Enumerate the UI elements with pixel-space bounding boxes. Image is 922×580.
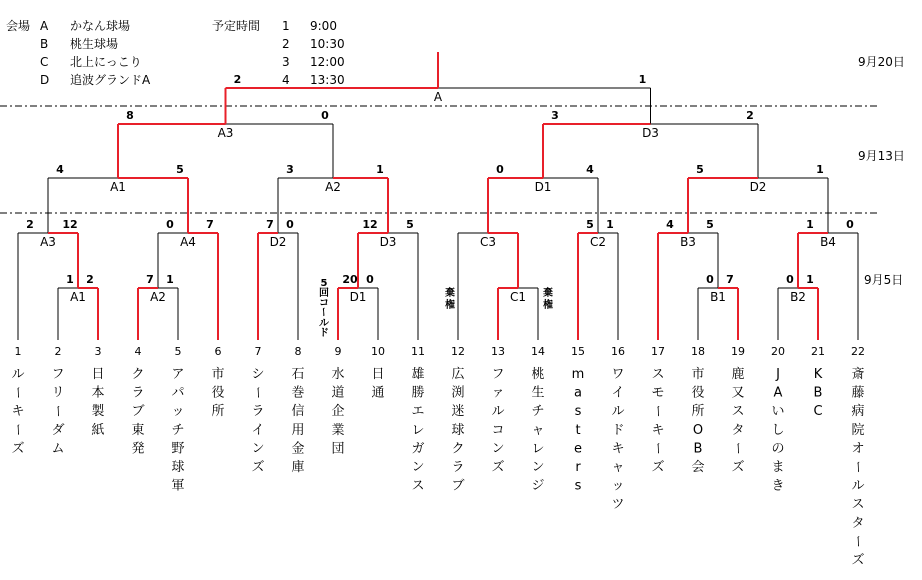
team-name — [171, 367, 184, 494]
date-label-first: 9月5日 — [864, 273, 904, 287]
team-name-char: ズ — [251, 460, 265, 475]
team-name-char: レ — [411, 422, 425, 438]
team-name — [451, 367, 464, 494]
team-name-char: シ — [251, 367, 265, 382]
score-left: 20 — [342, 273, 358, 286]
team-number: 8 — [294, 345, 302, 358]
team-name-char: t — [575, 422, 581, 438]
team-name-char: ズ — [651, 460, 665, 475]
team-name — [572, 367, 585, 494]
team-number: 20 — [771, 345, 785, 358]
team-name-char: 球 — [171, 460, 185, 475]
team-name-char: 日 — [91, 367, 105, 382]
match-label: C2 — [589, 235, 607, 249]
time-no: 4 — [282, 73, 290, 87]
team-name — [131, 367, 144, 456]
score-left: 4 — [666, 218, 674, 231]
team-name-char: ツ — [611, 497, 625, 513]
time-value: 12:00 — [310, 55, 345, 69]
team-name-char: 所 — [691, 404, 705, 420]
note-char: コ — [319, 298, 329, 309]
bracket-lines — [18, 88, 858, 340]
team-name-char: 軍 — [171, 478, 185, 494]
match-label: A — [433, 90, 443, 104]
note-char: 棄 — [445, 288, 455, 299]
match-label: D3 — [642, 126, 659, 140]
team-number: 17 — [651, 345, 665, 358]
team-name-char: s — [574, 478, 582, 494]
team-number: 6 — [214, 345, 222, 358]
team-name-char: s — [574, 404, 582, 420]
team-number: 4 — [134, 345, 142, 358]
team-name-char: ス — [411, 478, 425, 494]
team-number: 9 — [334, 345, 342, 358]
time-no: 1 — [282, 19, 290, 33]
score-right: 1 — [816, 163, 824, 176]
note-char: 5 — [320, 278, 328, 289]
match-label: D1 — [534, 180, 552, 194]
venue-name: 桃生球場 — [70, 37, 119, 51]
score-left: 0 — [496, 163, 504, 176]
team-name-char: 所 — [211, 404, 225, 420]
team-name-char: K — [813, 367, 823, 382]
team-name-char: ー — [650, 404, 665, 418]
team-name-char: イ — [251, 422, 265, 438]
match-label: C3 — [479, 235, 497, 249]
team-number: 21 — [811, 345, 825, 358]
match-label: D2 — [269, 235, 287, 249]
team-name-char: フ — [491, 367, 505, 382]
score-right: 5 — [706, 218, 714, 231]
team-name-char: ー — [850, 460, 865, 474]
score-right: 5 — [406, 218, 414, 231]
match-label: B3 — [680, 235, 696, 249]
team-name-char: ラ — [251, 404, 265, 420]
team-name-char: 発 — [131, 441, 145, 457]
score-right: 0 — [321, 109, 329, 122]
note-char: 権 — [543, 300, 553, 311]
team-number: 7 — [254, 345, 262, 358]
team-name-char: ジ — [531, 478, 545, 494]
team-name-char: 企 — [331, 404, 345, 420]
team-name-char: チ — [171, 422, 185, 438]
match-label: A4 — [180, 235, 196, 249]
team-number: 19 — [731, 345, 745, 358]
team-name-char: ル — [611, 404, 625, 420]
venue-legend — [6, 18, 151, 87]
team-name-char: 病 — [851, 404, 865, 420]
team-name-char: し — [771, 422, 785, 438]
team-name-char: キ — [611, 441, 625, 457]
team-name-char: ッ — [611, 478, 625, 494]
team-name — [813, 367, 822, 419]
team-name-char: ァ — [491, 385, 505, 401]
time-value: 9:00 — [310, 19, 337, 33]
team-name-char: ル — [851, 478, 865, 494]
date-label-semi: 9月13日 — [858, 149, 905, 163]
team-name-char: 役 — [691, 385, 705, 401]
venue-name: かなん球場 — [70, 19, 131, 33]
score-right: 1 — [806, 273, 814, 286]
time-legend — [212, 18, 345, 87]
team-name-char: 鹿 — [731, 367, 745, 382]
match-label: B4 — [820, 235, 836, 249]
team-name-char: 水 — [331, 367, 345, 382]
team-name-char: 金 — [291, 441, 305, 457]
team-number: 16 — [611, 345, 625, 358]
team-name-char: ズ — [731, 460, 745, 475]
team-name-char: ダ — [51, 422, 65, 438]
score-right: 2 — [746, 109, 754, 122]
date-label-final: 9月20日 — [858, 55, 905, 69]
team-name-char: 道 — [331, 385, 345, 401]
score-left: 2 — [26, 218, 34, 231]
team-name — [491, 367, 504, 475]
team-name — [291, 367, 304, 475]
team-number: 18 — [691, 345, 705, 358]
team-name-char: 石 — [291, 367, 305, 382]
team-name-char: 球 — [451, 422, 465, 438]
match-label: D3 — [379, 235, 397, 249]
team-name-char: 市 — [691, 367, 705, 382]
team-numbers — [15, 345, 866, 358]
match-label: B1 — [710, 290, 726, 304]
match-labels — [40, 90, 836, 304]
venue-code: D — [40, 73, 50, 87]
team-name — [371, 367, 384, 401]
match-label: A3 — [217, 126, 234, 140]
match-label: C1 — [509, 290, 527, 304]
match-label: A2 — [150, 290, 166, 304]
team-name-char: ー — [850, 534, 865, 548]
team-name-char: オ — [851, 441, 865, 457]
score-right: 5 — [176, 163, 184, 176]
team-name-char: ー — [730, 441, 745, 455]
team-number: 10 — [371, 345, 385, 358]
called-game-note — [317, 278, 330, 339]
team-name-char: き — [771, 478, 785, 494]
team-name — [531, 366, 544, 494]
team-name-char: 迷 — [451, 404, 465, 420]
team-number: 22 — [851, 345, 865, 358]
team-name-char: キ — [11, 404, 25, 420]
note-char: ド — [319, 328, 329, 339]
team-name-char: 斎 — [851, 367, 865, 382]
score-left: 4 — [56, 163, 64, 176]
team-name-char: ガ — [411, 441, 425, 457]
time-title: 予定時間 — [212, 19, 261, 33]
note-char: ル — [319, 318, 329, 329]
team-number: 5 — [174, 345, 182, 358]
match-label: A1 — [70, 290, 86, 304]
team-name-char: ス — [731, 404, 745, 420]
time-value: 10:30 — [310, 37, 345, 51]
score-left: 1 — [806, 218, 814, 231]
score-right: 1 — [166, 273, 174, 286]
team-name-char: ン — [251, 441, 265, 457]
team-name-char: チ — [531, 404, 545, 420]
team-name — [50, 367, 65, 456]
team-name-char: ズ — [11, 441, 25, 457]
match-label: D2 — [749, 180, 767, 194]
score-right: 4 — [586, 163, 594, 176]
team-name-char: B — [693, 441, 703, 457]
venue-code: C — [40, 55, 49, 69]
team-name-char: パ — [171, 385, 185, 401]
score-right: 12 — [62, 218, 78, 231]
team-name-char: m — [571, 367, 585, 382]
score-left: 2 — [233, 73, 242, 86]
team-name-char: 紙 — [91, 422, 105, 438]
team-name-char: ラ — [131, 385, 145, 401]
team-name-char: 広 — [451, 367, 465, 382]
team-name-char: 製 — [91, 404, 105, 420]
team-name-char: ー — [50, 404, 65, 418]
team-name-char: リ — [51, 385, 65, 401]
team-name — [771, 367, 784, 494]
team-name-char: ン — [411, 460, 425, 475]
team-names — [10, 366, 865, 568]
team-number: 13 — [491, 345, 505, 358]
score-left: 3 — [551, 109, 559, 122]
score-right: 1 — [638, 73, 647, 86]
time-no: 3 — [282, 55, 290, 69]
venue-name: 追波グランドA — [70, 73, 151, 87]
team-name-char: ャ — [611, 460, 625, 475]
team-name-char: ル — [491, 404, 505, 420]
match-scores — [26, 73, 854, 286]
team-number: 12 — [451, 345, 465, 358]
team-name-char: ー — [650, 441, 665, 455]
team-name-char: ラ — [451, 460, 465, 475]
note-char: 回 — [319, 288, 329, 299]
score-left: 5 — [586, 218, 594, 231]
score-left: 8 — [126, 109, 134, 122]
team-name — [611, 367, 624, 512]
team-name-char: C — [813, 404, 823, 420]
team-name-char: e — [574, 441, 582, 457]
team-name-char: ー — [10, 423, 25, 437]
team-number: 1 — [14, 345, 22, 358]
team-name-char: B — [813, 385, 823, 401]
team-name-char: ン — [491, 441, 505, 457]
team-number: 2 — [54, 345, 62, 358]
team-name-char: 雄 — [411, 367, 425, 382]
team-name-char: 通 — [371, 385, 385, 401]
team-name-char: A — [773, 385, 783, 401]
team-name-char: ー — [250, 386, 265, 400]
note-char: 権 — [445, 300, 455, 311]
score-right: 1 — [376, 163, 384, 176]
team-name-char: 桃 — [531, 367, 545, 382]
team-name-char: 院 — [851, 422, 865, 438]
team-name-char: ブ — [451, 478, 465, 494]
team-name-char: 会 — [691, 460, 705, 475]
team-name — [650, 367, 665, 475]
team-name-char: ド — [611, 422, 625, 438]
team-number: 14 — [531, 345, 545, 358]
score-right: 7 — [206, 218, 214, 231]
team-name — [691, 367, 704, 475]
score-right: 0 — [366, 273, 374, 286]
note-char: 棄 — [543, 288, 553, 299]
team-name-char: ズ — [491, 460, 505, 475]
team-name-char: ル — [11, 367, 25, 382]
score-left: 3 — [286, 163, 294, 176]
team-name-char: タ — [731, 422, 745, 438]
team-name-char: 又 — [731, 385, 745, 401]
team-name-char: ス — [851, 497, 865, 513]
team-name-char: ッ — [171, 404, 185, 420]
team-name-char: キ — [651, 422, 665, 438]
score-left: 0 — [706, 273, 714, 286]
match-label: A3 — [40, 235, 56, 249]
team-name-char: ン — [531, 460, 545, 475]
score-left: 12 — [362, 218, 378, 231]
score-right: 2 — [86, 273, 94, 286]
team-name-char: 巻 — [291, 385, 305, 401]
score-left: 7 — [146, 273, 154, 286]
venue-title: 会場 — [6, 19, 31, 33]
team-name-char: コ — [491, 422, 505, 438]
team-name-char: ー — [10, 386, 25, 400]
team-name-char: レ — [531, 441, 545, 457]
venue-name: 北上にっこり — [70, 55, 142, 69]
team-name-char: 役 — [211, 385, 225, 401]
team-name-char: r — [575, 460, 581, 475]
team-name-char: 勝 — [411, 385, 425, 401]
forfeit-note — [543, 286, 553, 311]
team-name-char: 野 — [171, 441, 185, 457]
venue-code: A — [40, 19, 49, 33]
team-name-char: 用 — [291, 422, 305, 438]
team-name-char: ワ — [611, 367, 625, 382]
team-name-char: ス — [651, 367, 665, 382]
score-left: 0 — [786, 273, 794, 286]
team-name-char: 庫 — [291, 460, 305, 475]
team-name-char: ズ — [851, 553, 865, 568]
team-name-char: 藤 — [851, 385, 865, 401]
team-name-char: 本 — [91, 385, 105, 401]
team-name-char: エ — [411, 404, 425, 420]
score-left: 5 — [696, 163, 704, 176]
team-name-char: 生 — [531, 385, 545, 401]
match-label: A1 — [110, 180, 126, 194]
team-number: 3 — [94, 345, 102, 358]
score-right: 7 — [726, 273, 734, 286]
team-number: 11 — [411, 345, 425, 358]
team-name-char: ャ — [531, 422, 545, 438]
team-name — [331, 366, 344, 456]
team-name-char: ム — [51, 441, 65, 457]
team-name-char: 市 — [211, 367, 225, 382]
team-name-char: 団 — [331, 441, 345, 457]
team-name-char: フ — [51, 367, 65, 382]
match-label: A2 — [325, 180, 341, 194]
score-right: 0 — [286, 218, 294, 231]
team-name-char: い — [771, 404, 785, 420]
team-name — [850, 367, 865, 568]
team-name-char: 東 — [131, 422, 145, 438]
score-left: 7 — [266, 218, 274, 231]
match-label: B2 — [790, 290, 806, 304]
team-name — [250, 367, 265, 475]
note-char: ー — [317, 307, 328, 317]
match-label: D1 — [349, 290, 367, 304]
team-name-char: ク — [131, 367, 145, 382]
team-name-char: ク — [451, 441, 465, 457]
team-name — [10, 367, 25, 456]
forfeit-note — [445, 286, 455, 311]
team-name-char: タ — [851, 515, 865, 531]
team-name-char: a — [574, 385, 582, 401]
time-value: 13:30 — [310, 73, 345, 87]
team-name-char: 信 — [291, 404, 305, 420]
team-name — [730, 367, 745, 475]
team-name-char: モ — [651, 385, 665, 401]
team-name-char: ア — [171, 367, 185, 382]
team-name-char: の — [771, 441, 785, 457]
score-right: 0 — [846, 218, 854, 231]
team-name-char: J — [776, 367, 780, 382]
team-name — [211, 367, 224, 419]
team-name-char: ブ — [131, 404, 145, 420]
team-name-char: 日 — [371, 367, 385, 382]
score-left: 0 — [166, 218, 174, 231]
team-name-char: 業 — [331, 422, 345, 438]
score-right: 1 — [606, 218, 614, 231]
team-name-char: ま — [771, 460, 785, 475]
venue-code: B — [40, 37, 49, 51]
team-name-char: 渕 — [451, 385, 465, 401]
team-number: 15 — [571, 345, 585, 358]
score-left: 1 — [66, 273, 74, 286]
time-no: 2 — [282, 37, 290, 51]
team-name-char: O — [692, 422, 704, 438]
team-name-char: イ — [611, 385, 625, 401]
team-name — [91, 367, 104, 438]
team-name — [411, 366, 424, 494]
